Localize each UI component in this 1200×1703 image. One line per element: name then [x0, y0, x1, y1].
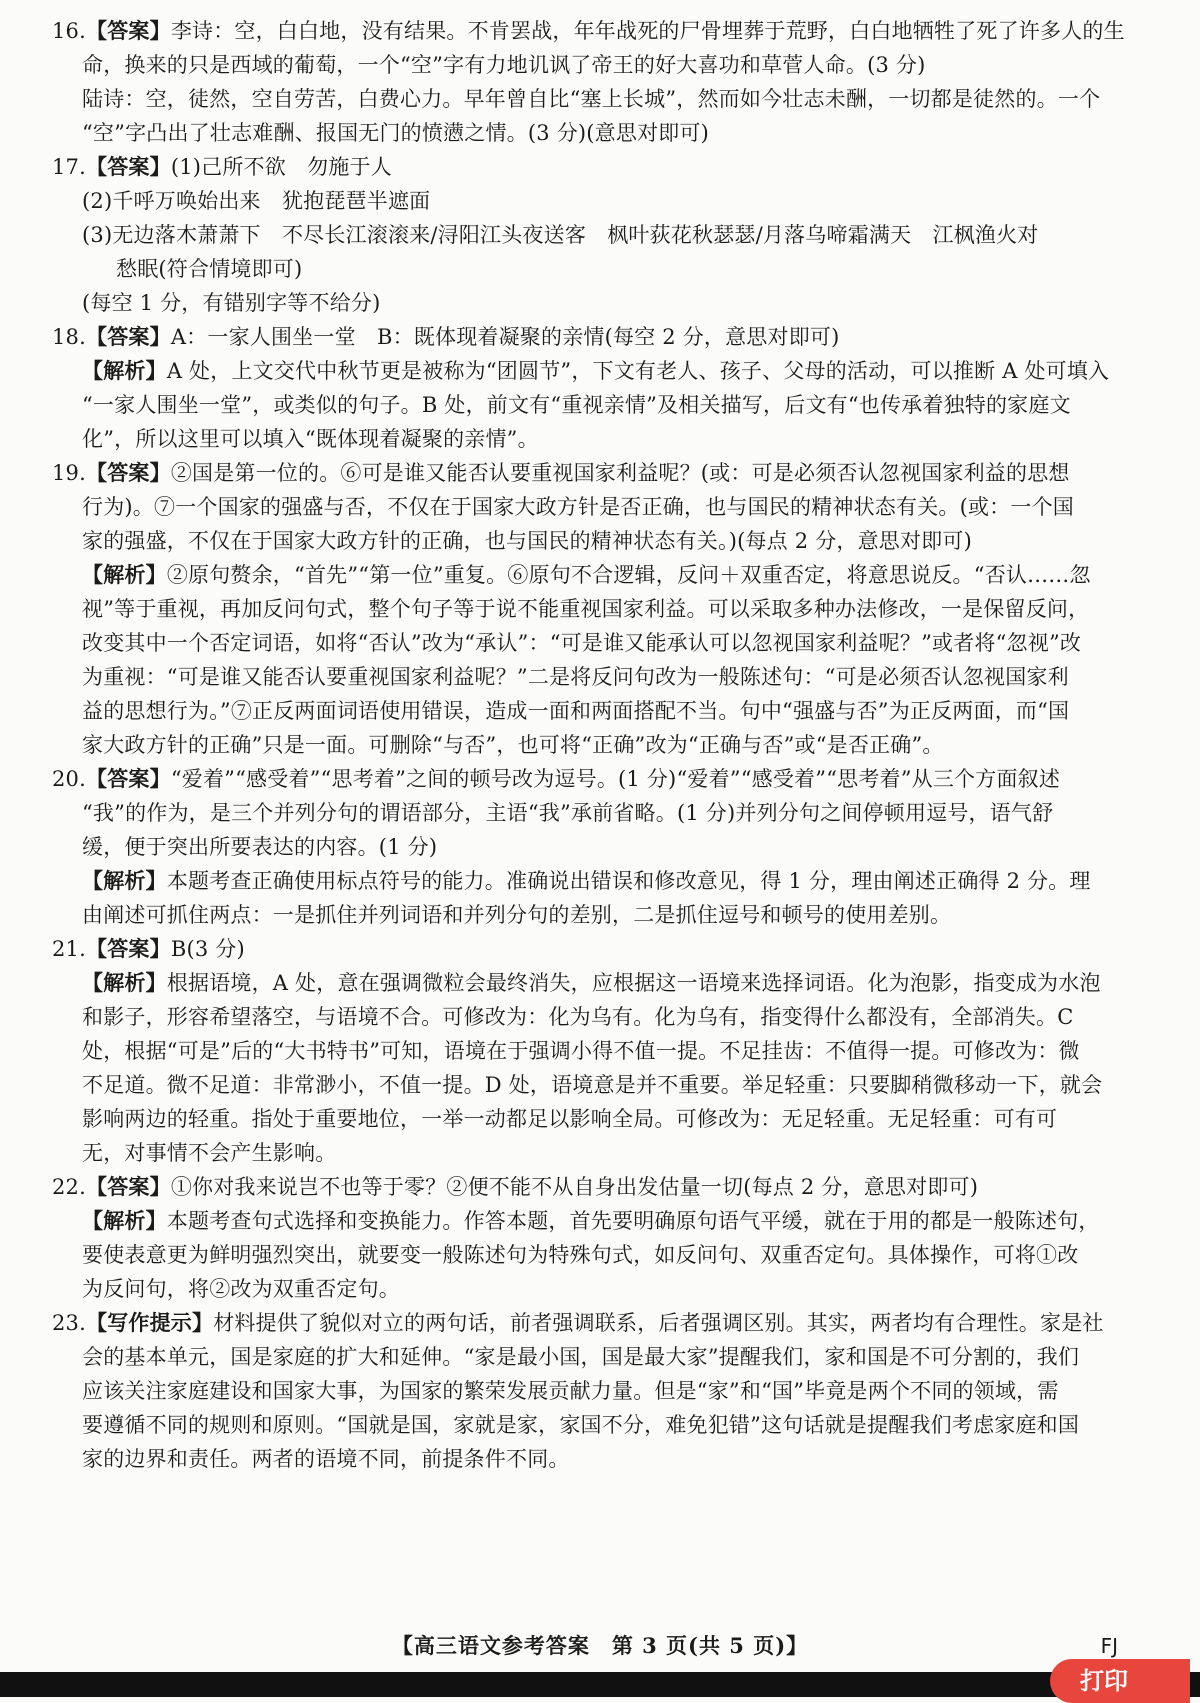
- section-tag: 【解析】: [82, 868, 167, 893]
- print-button[interactable]: 打印: [1050, 1659, 1190, 1703]
- bottom-toolbar: [0, 1672, 1200, 1697]
- text-line: [52, 1000, 1160, 1034]
- answer-content: [52, 14, 1160, 1476]
- text-line: [52, 14, 1160, 48]
- line-text: 根据语境，A 处，意在强调微粒会最终消失，应根据这一语境来选择词语。化为泡影，指变成为水泡: [166, 971, 1101, 995]
- line-text: 为重视：“可是谁又能否认要重视国家利益呢？”二是将反问句改为一般陈述句：“可是必须否认忽视国家利: [82, 665, 1069, 689]
- item-number: 22.: [52, 1175, 86, 1199]
- section-tag: 【答案】: [86, 766, 171, 791]
- line-text: (每空 1 分，有错别字等不给分): [82, 291, 381, 315]
- text-line: [52, 694, 1160, 728]
- line-text: 应该关注家庭建设和国家大事，为国家的繁荣发展贡献力量。但是“家”和“国”毕竟是两个不同的领域，需: [82, 1379, 1059, 1403]
- page-footer: [0, 1632, 1200, 1660]
- item-number: 18.: [52, 325, 86, 349]
- line-text: 李诗：空，白白地，没有结果。不肯罢战，年年战死的尸骨埋葬于荒野，白白地牺牲了死了许多人的生: [170, 19, 1125, 43]
- section-tag: 【写作提示】: [86, 1310, 214, 1335]
- section-tag: 【解析】: [82, 1208, 167, 1233]
- text-line: [52, 558, 1160, 592]
- line-text: A：一家人围坐一堂 B：既体现着凝聚的亲情(每空 2 分，意思对即可): [170, 325, 840, 349]
- text-line: [52, 150, 1160, 184]
- line-text: ②国是第一位的。⑥可是谁又能否认要重视国家利益呢？(或：可是必须否认忽视国家利益的思想: [170, 461, 1070, 485]
- text-line: [52, 1136, 1160, 1170]
- item-number: 19.: [52, 461, 86, 485]
- line-text: 会的基本单元，国是家庭的扩大和延伸。“家是最小国，国是最大家”提醒我们，家和国是不可分割的，我们: [82, 1345, 1080, 1369]
- text-line: [52, 184, 1160, 218]
- section-tag: 【答案】: [86, 324, 171, 349]
- line-text: A 处，上文交代中秋节更是被称为“团圆节”，下文有老人、孩子、父母的活动，可以推断 A 处可填入: [166, 359, 1110, 383]
- answer-item: [52, 762, 1160, 932]
- answer-item: [52, 1170, 1160, 1306]
- section-tag: 【答案】: [86, 936, 171, 961]
- item-number: 16.: [52, 19, 86, 43]
- text-line: [52, 456, 1160, 490]
- item-number: 17.: [52, 155, 86, 179]
- text-line: [52, 524, 1160, 558]
- text-line: [52, 490, 1160, 524]
- answer-item: [52, 14, 1160, 150]
- line-text: 不足道。微不足道：非常渺小，不值一提。D 处，语境意是并不重要。举足轻重：只要脚稍微移动一下，就会: [82, 1073, 1103, 1097]
- section-tag: 【解析】: [82, 562, 167, 587]
- line-text: (1)己所不欲 勿施于人: [170, 155, 392, 179]
- answer-item: [52, 320, 1160, 456]
- text-line: [52, 286, 1160, 320]
- text-line: [52, 762, 1160, 796]
- line-text: 愁眠(符合情境即可): [116, 257, 303, 281]
- text-line: [52, 1034, 1160, 1068]
- line-text: 视”等于重视，再加反问句式，整个句子等于说不能重视国家利益。可以采取多种办法修改，一是保留反问，: [82, 597, 1090, 621]
- line-text: 陆诗：空，徒然，空自劳苦，白费心力。早年曾自比“塞上长城”，然而如今壮志未酬，一切都是徒然的。一个: [82, 87, 1101, 111]
- line-text: 影响两边的轻重。指处于重要地位，一举一动都足以影响全局。可修改为：无足轻重。无足轻重：可有可: [82, 1107, 1058, 1131]
- line-text: 化”，所以这里可以填入“既体现着凝聚的亲情”。: [82, 427, 539, 451]
- line-text: 材料提供了貌似对立的两句话，前者强调联系，后者强调区别。其实，两者均有合理性。家是社: [213, 1311, 1104, 1335]
- text-line: [52, 1238, 1160, 1272]
- text-line: [52, 48, 1160, 82]
- line-text: 本题考查正确使用标点符号的能力。准确说出错误和修改意见，得 1 分，理由阐述正确得 2 分。理: [166, 869, 1091, 893]
- item-number: 20.: [52, 767, 86, 791]
- text-line: [52, 218, 1160, 252]
- text-line: [52, 1442, 1160, 1476]
- text-line: [52, 116, 1160, 150]
- line-text: 本题考查句式选择和变换能力。作答本题，首先要明确原句语气平缓，就在于用的都是一般陈述句，: [166, 1209, 1100, 1233]
- section-tag: 【答案】: [86, 154, 171, 179]
- text-line: [52, 830, 1160, 864]
- line-text: 改变其中一个否定词语，如将“否认”改为“承认”：“可是谁又能承认可以忽视国家利益呢？”或者将“忽视”改: [82, 631, 1082, 655]
- text-line: [52, 1204, 1160, 1238]
- line-text: 家的强盛，不仅在于国家大政方针的正确，也与国民的精神状态有关。)(每点 2 分，意思对即可): [82, 529, 972, 553]
- text-line: [52, 82, 1160, 116]
- text-line: [52, 626, 1160, 660]
- line-text: 家大政方针的正确”只是一面。可删除“与否”，也可将“正确”改为“正确与否”或“是否正确”。: [82, 733, 944, 757]
- line-text: B(3 分): [170, 937, 245, 961]
- line-text: 由阐述可抓住两点：一是抓住并列词语和并列分句的差别，二是抓住逗号和顿号的使用差别。: [82, 903, 952, 927]
- footer-code: FJ: [1100, 1634, 1118, 1658]
- text-line: [52, 1068, 1160, 1102]
- line-text: 处，根据“可是”后的“大书特书”可知，语境在于强调小得不值一提。不足挂齿：不值得一提。可修改为：微: [82, 1039, 1080, 1063]
- text-line: [52, 592, 1160, 626]
- line-text: ②原句赘余，“首先”“第一位”重复。⑥原句不合逻辑，反问＋双重否定，将意思说反。“否认……忽: [166, 563, 1091, 587]
- text-line: [52, 1272, 1160, 1306]
- line-text: ①你对我来说岂不也等于零？②便不能不从自身出发估量一切(每点 2 分，意思对即可): [170, 1175, 979, 1199]
- section-tag: 【答案】: [86, 1174, 171, 1199]
- section-tag: 【解析】: [82, 970, 167, 995]
- text-line: [52, 728, 1160, 762]
- text-line: [52, 966, 1160, 1000]
- text-line: [52, 422, 1160, 456]
- text-line: [52, 354, 1160, 388]
- line-text: 要遵循不同的规则和原则。“国就是国，家就是家，家国不分，难免犯错”这句话就是提醒我们考虑家庭和国: [82, 1413, 1080, 1437]
- answer-item: [52, 1306, 1160, 1476]
- line-text: 行为)。⑦一个国家的强盛与否，不仅在于国家大政方针是否正确，也与国民的精神状态有关。(或：一个国: [82, 495, 1074, 519]
- line-text: 为反问句，将②改为双重否定句。: [82, 1277, 400, 1301]
- text-line: [52, 1374, 1160, 1408]
- line-text: 家的边界和责任。两者的语境不同，前提条件不同。: [82, 1447, 570, 1471]
- footer-title: 【高三语文参考答案 第 3 页(共 5 页)】: [391, 1633, 809, 1658]
- line-text: 益的思想行为。”⑦正反两面词语使用错误，造成一面和两面搭配不当。句中“强盛与否”为正反两面，而“国: [82, 699, 1070, 723]
- line-text: 和影子，形容希望落空，与语境不合。可修改为：化为乌有。化为乌有，指变得什么都没有，全部消失。C: [82, 1005, 1074, 1029]
- text-line: [52, 1170, 1160, 1204]
- line-text: (3)无边落木萧萧下 不尽长江滚滚来/浔阳江头夜送客 枫叶荻花秋瑟瑟/月落乌啼霜满天 江枫渔火对: [82, 223, 1039, 247]
- line-text: “一家人围坐一堂”，或类似的句子。B 处，前文有“重视亲情”及相关描写，后文有“也传承着独特的家庭文: [82, 393, 1071, 417]
- item-number: 23.: [52, 1311, 86, 1335]
- answer-item: [52, 150, 1160, 320]
- text-line: [52, 660, 1160, 694]
- line-text: 无，对事情不会产生影响。: [82, 1141, 337, 1165]
- item-number: 21.: [52, 937, 86, 961]
- text-line: [52, 388, 1160, 422]
- section-tag: 【解析】: [82, 358, 167, 383]
- answer-item: [52, 456, 1160, 762]
- answer-item: [52, 932, 1160, 1170]
- line-text: 要使表意更为鲜明强烈突出，就要变一般陈述句为特殊句式，如反问句、双重否定句。具体操作，可将①改: [82, 1243, 1079, 1267]
- section-tag: 【答案】: [86, 18, 171, 43]
- line-text: (2)千呼万唤始出来 犹抱琵琶半遮面: [82, 189, 431, 213]
- text-line: [52, 898, 1160, 932]
- text-line: [52, 252, 1160, 286]
- line-text: 命，换来的只是西域的葡萄，一个“空”字有力地讥讽了帝王的好大喜功和草菅人命。(3 分): [82, 53, 926, 77]
- line-text: “我”的作为，是三个并列分句的谓语部分，主语“我”承前省略。(1 分)并列分句之间停顿用逗号，语气舒: [82, 801, 1054, 825]
- text-line: [52, 932, 1160, 966]
- text-line: [52, 796, 1160, 830]
- section-tag: 【答案】: [86, 460, 171, 485]
- text-line: [52, 1306, 1160, 1340]
- line-text: “空”字凸出了壮志难酬、报国无门的愤懑之情。(3 分)(意思对即可): [82, 121, 710, 145]
- line-text: “爱着”“感受着”“思考着”之间的顿号改为逗号。(1 分)“爱着”“感受着”“思考着”从三个方面叙述: [170, 767, 1061, 791]
- text-line: [52, 864, 1160, 898]
- text-line: [52, 320, 1160, 354]
- text-line: [52, 1102, 1160, 1136]
- line-text: 缓，便于突出所要表达的内容。(1 分): [82, 835, 438, 859]
- text-line: [52, 1408, 1160, 1442]
- text-line: [52, 1340, 1160, 1374]
